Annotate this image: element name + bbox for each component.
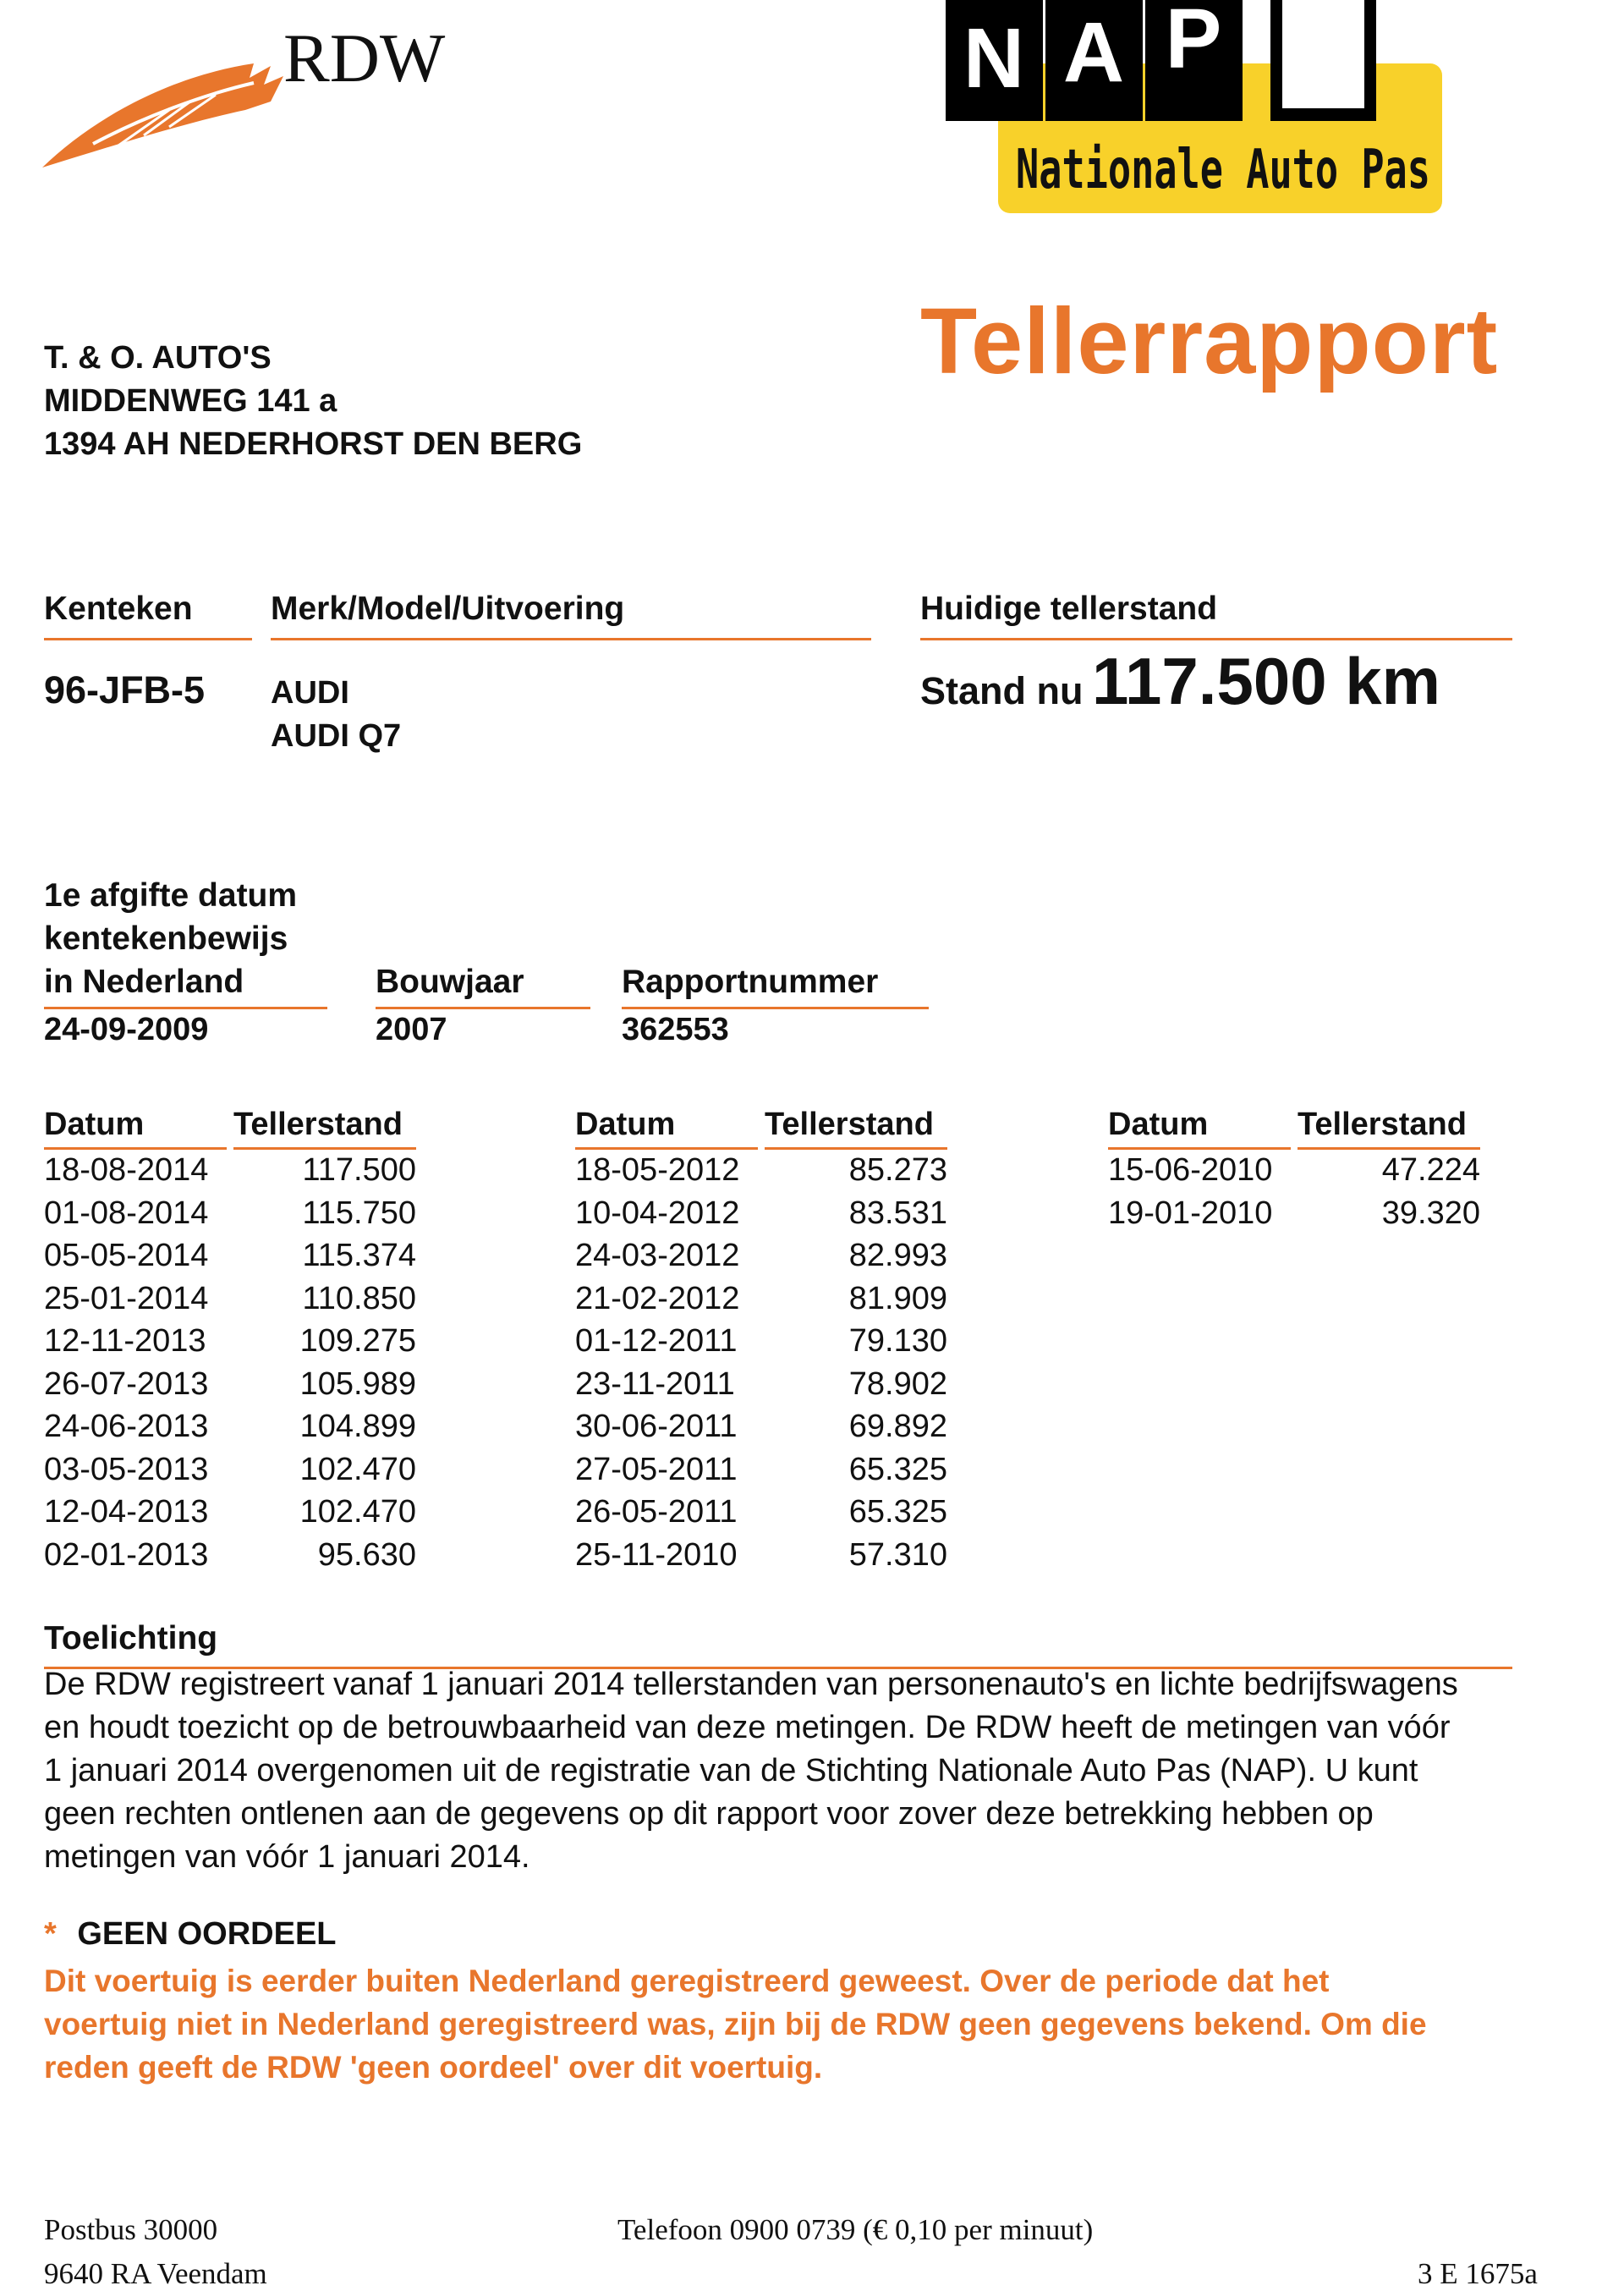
notes-line: metingen van vóór 1 januari 2014. [44, 1839, 530, 1875]
reading-date: 05-05-2014 [44, 1238, 209, 1273]
date-column-header: Datum [44, 1107, 145, 1142]
divider [765, 1147, 947, 1150]
nap-tagline: Nationale Auto Pas [1016, 139, 1430, 201]
reading-value: 102.470 [299, 1494, 416, 1530]
reading-date: 12-04-2013 [44, 1494, 209, 1530]
reading-date: 26-05-2011 [575, 1494, 738, 1530]
reading-value: 110.850 [302, 1280, 416, 1316]
footer-postbus: Postbus 30000 [44, 2213, 218, 2246]
divider [44, 1147, 227, 1150]
divider [622, 1007, 929, 1009]
reading-value: 79.130 [848, 1323, 947, 1359]
value-column-header: Tellerstand [233, 1107, 403, 1142]
reading-date: 25-11-2010 [575, 1536, 738, 1573]
reading-value: 102.470 [299, 1451, 416, 1487]
dealer-street: MIDDENWEG 141 a [44, 383, 337, 419]
value-column-header: Tellerstand [765, 1107, 934, 1142]
reading-date: 24-06-2013 [44, 1409, 209, 1444]
reading-value: 95.630 [317, 1536, 416, 1573]
reading-date: 26-07-2013 [44, 1365, 209, 1402]
reading-value: 65.325 [848, 1451, 947, 1487]
report-title: Tellerrapport [920, 289, 1499, 393]
reading-date: 10-04-2012 [575, 1195, 740, 1231]
reading-value: 69.892 [848, 1409, 947, 1444]
dealer-name: T. & O. AUTO'S [44, 340, 272, 376]
reading-value: 47.224 [1381, 1152, 1480, 1188]
odometer-current [920, 643, 1440, 720]
divider [1298, 1147, 1480, 1150]
odometer-label: Huidige tellerstand [920, 591, 1218, 627]
reading-value: 109.275 [299, 1323, 416, 1359]
reading-value: 117.500 [302, 1152, 416, 1188]
kenteken-label: Kenteken [44, 591, 193, 627]
divider [271, 638, 871, 640]
reading-date: 19-01-2010 [1108, 1195, 1273, 1231]
divider [44, 1007, 327, 1009]
afgifte-label-1: 1e afgifte datum [44, 877, 298, 914]
reading-value: 39.320 [1381, 1195, 1480, 1231]
value-column-header: Tellerstand [1298, 1107, 1467, 1142]
reading-date: 02-01-2013 [44, 1536, 209, 1573]
divider [575, 1147, 758, 1150]
reading-date: 18-08-2014 [44, 1152, 209, 1188]
reading-date: 27-05-2011 [575, 1451, 738, 1487]
reading-value: 78.902 [848, 1365, 947, 1402]
bouwjaar-label: Bouwjaar [376, 964, 524, 1000]
nap-letter: N [963, 11, 1025, 106]
warning-line: reden geeft de RDW 'geen oordeel' over dit voertuig. [44, 2050, 823, 2085]
notes-line: en houdt toezicht op de betrouwbaarheid van deze metingen. De RDW heeft de metingen van vóór [44, 1710, 1451, 1745]
reading-date: 23-11-2011 [575, 1365, 735, 1402]
divider [1108, 1147, 1291, 1150]
rapport-value: 362553 [622, 1012, 729, 1047]
nap-letter: A [1062, 5, 1125, 100]
reading-date: 15-06-2010 [1108, 1152, 1273, 1188]
divider [233, 1147, 416, 1150]
reading-date: 12-11-2013 [44, 1323, 206, 1359]
model-value: AUDI Q7 [271, 718, 402, 754]
reading-date: 21-02-2012 [575, 1280, 740, 1316]
reading-value: 81.909 [848, 1280, 947, 1316]
odometer-prefix: Stand nu [920, 669, 1084, 712]
footer-telefoon: Telefoon 0900 0739 (€ 0,10 per minuut) [617, 2213, 1094, 2246]
bouwjaar-value: 2007 [376, 1012, 447, 1047]
afgifte-value: 24-09-2009 [44, 1012, 209, 1047]
reading-value: 83.531 [848, 1195, 947, 1231]
afgifte-label-2: kentekenbewijs [44, 920, 288, 957]
reading-date: 03-05-2013 [44, 1451, 209, 1487]
warning-line: voertuig niet in Nederland geregistreerd was, zijn bij de RDW geen gegevens bekend. Om die [44, 2007, 1427, 2041]
reading-date: 24-03-2012 [575, 1238, 740, 1273]
divider [920, 638, 1512, 640]
rapport-label: Rapportnummer [622, 964, 879, 1000]
reading-value: 85.273 [848, 1152, 947, 1188]
nap-logo [939, 0, 1480, 216]
model-label: Merk/Model/Uitvoering [271, 591, 625, 627]
rdw-wordmark: RDW [283, 19, 446, 96]
reading-date: 18-05-2012 [575, 1152, 740, 1188]
dealer-city: 1394 AH NEDERHORST DEN BERG [44, 426, 583, 462]
reading-value: 65.325 [848, 1494, 947, 1530]
reading-value: 115.750 [302, 1195, 416, 1231]
warning-line: Dit voertuig is eerder buiten Nederland geregistreerd geweest. Over de periode dat het [44, 1964, 1330, 1998]
afgifte-label-3: in Nederland [44, 964, 244, 1000]
divider [376, 1007, 590, 1009]
reading-value: 82.993 [848, 1238, 947, 1273]
odometer-value: 117.500 km [1091, 644, 1440, 718]
reading-value: 105.989 [299, 1365, 416, 1402]
reading-date: 30-06-2011 [575, 1409, 738, 1444]
notes-line: geen rechten ontlenen aan de gegevens op dit rapport voor zover deze betrekking hebben op [44, 1796, 1374, 1832]
verdict [44, 1916, 337, 1953]
reading-date: 01-08-2014 [44, 1195, 209, 1231]
reading-value: 104.899 [299, 1409, 416, 1444]
reading-value: 57.310 [848, 1536, 947, 1573]
reading-date: 25-01-2014 [44, 1280, 209, 1316]
footer-postcode: 9640 RA Veendam [44, 2257, 267, 2290]
date-column-header: Datum [575, 1107, 676, 1142]
kenteken-value: 96-JFB-5 [44, 668, 206, 711]
footer-code: 3 E 1675a [1418, 2257, 1538, 2290]
divider [44, 638, 252, 640]
notes-line: De RDW registreert vanaf 1 januari 2014 tellerstanden van personenauto's en lichte bedrijfswagens [44, 1667, 1458, 1702]
reading-value: 115.374 [302, 1238, 416, 1273]
date-column-header: Datum [1108, 1107, 1209, 1142]
verdict-star: * [44, 1916, 57, 1952]
notes-line: 1 januari 2014 overgenomen uit de registratie van de Stichting Nationale Auto Pas (NAP). U kunt [44, 1753, 1418, 1788]
verdict-text: GEEN OORDEEL [77, 1916, 337, 1952]
merk-value: AUDI [271, 675, 349, 711]
nap-letter: P [1165, 0, 1222, 86]
reading-date: 01-12-2011 [575, 1323, 738, 1359]
notes-heading: Toelichting [44, 1620, 218, 1656]
